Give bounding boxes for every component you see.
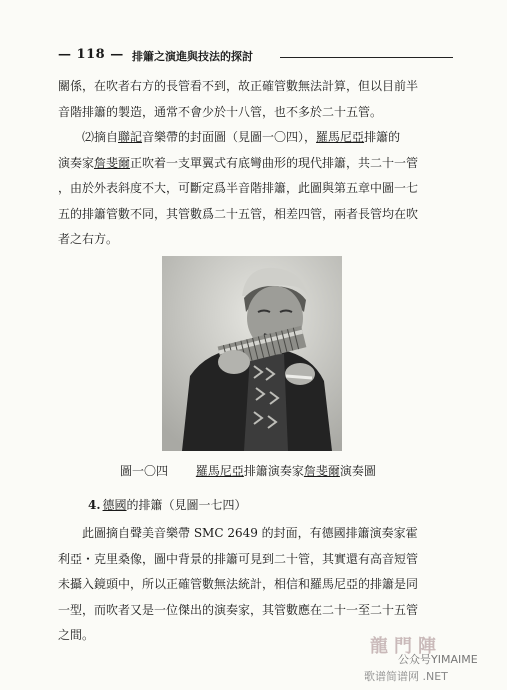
figure-caption-text: 羅馬尼亞排簫演奏家詹斐爾演奏圖 — [195, 464, 376, 478]
text-line: 關係，在吹者右方的長管看不到，故正確管數無法計算，但以目前半 — [58, 79, 419, 93]
figure-caption — [120, 462, 376, 479]
paragraph-4 — [58, 521, 458, 649]
paragraph-1 — [58, 74, 458, 125]
page-number: — 118 — — [58, 47, 124, 62]
watermark-url: 歌谱简谱网 .NET — [364, 670, 448, 683]
paragraph-2 — [58, 125, 458, 253]
text-line: 五的排簫管數不同，其管數爲二十五管，相差四管，兩者長管均在吹 — [58, 206, 419, 221]
panpipe-player-photo — [162, 256, 342, 451]
watermark-logo: 龍門陣 — [370, 636, 442, 657]
text-line: ⑵摘自聯記音樂帶的封面圖（見圖一〇四），羅馬尼亞排簫的 — [82, 130, 401, 144]
running-title: 排簫之演進與技法的探討 — [132, 50, 253, 63]
watermark-site: 公众号YIMAIME — [398, 653, 478, 666]
header-rule — [280, 57, 453, 58]
text-line: 此圖摘自聲美音樂帶 SMC 2649 的封面，有德國排簫演奏家霍 — [82, 526, 418, 540]
text-line: 未攝入鏡頭中，所以正確管數無法統計，相信和羅馬尼亞的排簫是同 — [58, 577, 419, 591]
text-line: 一型，而吹者又是一位傑出的演奏家，其管數應在二十一至二十五管 — [58, 602, 419, 617]
text-line: 者之右方。 — [58, 232, 119, 246]
text-line: ，由於外表斜度不大，可斷定爲半音階排簫，此圖與第五章中圖一七 — [58, 181, 419, 195]
figure-label: 圖一〇四 — [120, 464, 169, 478]
section-heading — [88, 496, 247, 513]
text-line: 演奏家詹斐爾正吹着一支單翼式有底彎曲形的現代排簫，共二十一管 — [58, 155, 419, 170]
text-line: 之間。 — [58, 628, 95, 642]
text-line: 音階排簫的製造，通常不會少於十八管，也不多於二十五管。 — [58, 104, 383, 119]
section-number: 4. — [88, 498, 101, 512]
section-title: 的排簫（見圖一七四） — [126, 498, 247, 512]
section-title-country: 德國 — [102, 498, 127, 512]
text-line: 利亞・克里桑像，圖中背景的排簫可見到二十管，其實還有高音短管 — [58, 551, 419, 566]
